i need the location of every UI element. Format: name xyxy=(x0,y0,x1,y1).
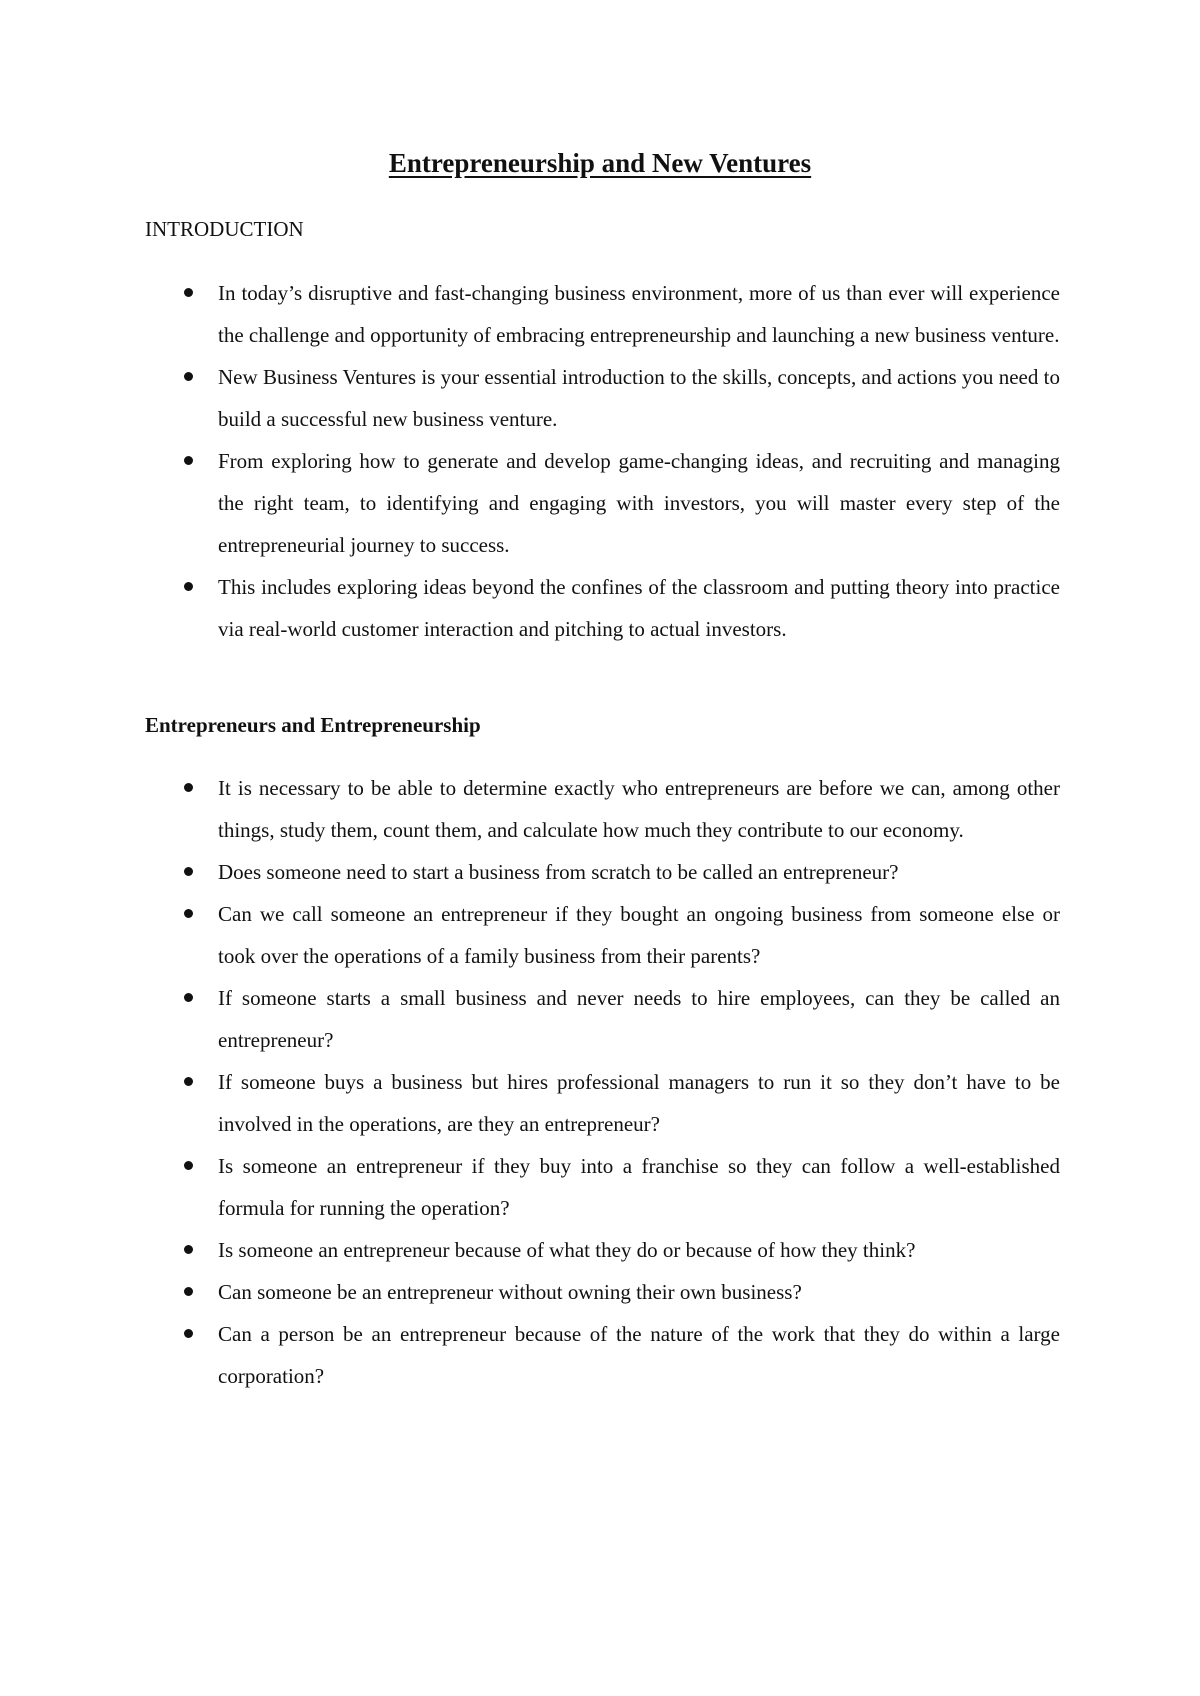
list-item-text: Can a person be an entrepreneur because of the nature of the work that they do within a large corporation? xyxy=(218,1322,1060,1388)
bullet-icon xyxy=(184,288,193,297)
list-item-text: New Business Ventures is your essential introduction to the skills, concepts, and actions you need to build a successful new business venture. xyxy=(218,365,1060,431)
section-heading-entrepreneurs: Entrepreneurs and Entrepreneurship xyxy=(145,713,481,737)
list-item-text: If someone starts a small business and never needs to hire employees, can they be called an entrepreneur? xyxy=(218,986,1060,1052)
list-item-text: From exploring how to generate and develop game-changing ideas, and recruiting and managing the right team, to identifying and engaging with investors, you will master every step of the entrepreneurial journey to success. xyxy=(218,449,1060,557)
bullet-icon xyxy=(184,867,193,876)
bullet-icon xyxy=(184,993,193,1002)
bullet-icon xyxy=(184,1329,193,1338)
bullet-icon xyxy=(184,372,193,381)
list-item xyxy=(145,977,1060,1061)
document-title: Entrepreneurship and New Ventures xyxy=(388,148,812,178)
bullet-icon xyxy=(184,1161,193,1170)
list-item xyxy=(145,893,1060,977)
list-item xyxy=(145,767,1060,851)
list-item-text: This includes exploring ideas beyond the confines of the classroom and putting theory into practice via real-world customer interaction and pitching to actual investors. xyxy=(218,575,1060,641)
bullet-icon xyxy=(184,1077,193,1086)
bullet-icon xyxy=(184,783,193,792)
list-item xyxy=(145,851,1060,893)
list-item xyxy=(145,1061,1060,1145)
list-item xyxy=(145,272,1060,356)
list-item-text: Does someone need to start a business from scratch to be called an entrepreneur? xyxy=(218,860,899,884)
section-heading-introduction: INTRODUCTION xyxy=(145,217,304,241)
list-item-text: Can someone be an entrepreneur without owning their own business? xyxy=(218,1280,802,1304)
list-item-text: In today’s disruptive and fast-changing business environment, more of us than ever will experience the challenge and opportunity of embracing entrepreneurship and launching a new business venture. xyxy=(218,281,1060,347)
bullet-icon xyxy=(184,456,193,465)
list-item xyxy=(145,1271,1060,1313)
bullet-icon xyxy=(184,1245,193,1254)
bullet-icon xyxy=(184,909,193,918)
list-item xyxy=(145,566,1060,650)
list-item xyxy=(145,1229,1060,1271)
bullet-icon xyxy=(184,582,193,591)
list-item xyxy=(145,440,1060,566)
list-item-text: Can we call someone an entrepreneur if they bought an ongoing business from someone else or took over the operations of a family business from their parents? xyxy=(218,902,1060,968)
list-item xyxy=(145,1313,1060,1397)
list-item-text: Is someone an entrepreneur because of what they do or because of how they think? xyxy=(218,1238,916,1262)
entrepreneurs-bullet-list xyxy=(145,767,1060,1397)
bullet-icon xyxy=(184,1287,193,1296)
introduction-bullet-list xyxy=(145,272,1060,650)
list-item-text: If someone buys a business but hires professional managers to run it so they don’t have to be involved in the operations, are they an entrepreneur? xyxy=(218,1070,1060,1136)
list-item xyxy=(145,356,1060,440)
list-item xyxy=(145,1145,1060,1229)
list-item-text: Is someone an entrepreneur if they buy into a franchise so they can follow a well-established formula for running the operation? xyxy=(218,1154,1060,1220)
list-item-text: It is necessary to be able to determine exactly who entrepreneurs are before we can, among other things, study them, count them, and calculate how much they contribute to our economy. xyxy=(218,776,1060,842)
